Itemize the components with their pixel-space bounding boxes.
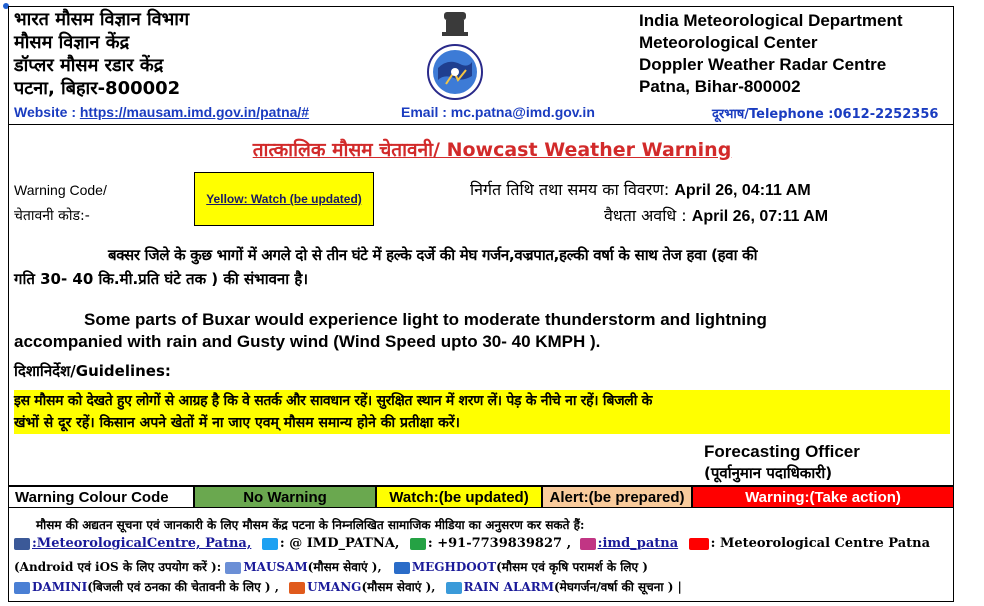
issued-value: April 26, 04:11 AM [674,182,811,199]
message-english-line-2: accompanied with rain and Gusty wind (Wind Speed upto 30- 40 KMPH ). [14,332,601,351]
twitter-icon [262,538,278,550]
social-row-3 [14,578,950,595]
legend-label: Warning Colour Code [8,486,194,508]
social-intro: मौसम की अद्यतन सूचना एवं जानकारी के लिए मौसम केंद्र पटना के निम्नलिखित सामाजिक मीडिया का अनुसरण कर सकते हैं: [36,518,585,532]
issued-label: निर्गत तिथि तथा समय का विवरण: [470,180,675,199]
meghdoot-app-name[interactable]: MEGHDOOT [411,560,497,574]
website-link[interactable]: https://mausam.imd.gov.in/patna/# [79,104,310,120]
telephone-value: 0612-2252356 [833,107,939,122]
validity-label: वैधता अवधि : [604,206,692,225]
website-row [14,104,309,120]
umang-app-icon [289,582,305,594]
rain-alarm-app-icon [446,582,462,594]
social-row-2 [14,558,950,575]
email-label: Email : [401,104,451,120]
header-hindi-line-2: मौसम विज्ञान केंद्र [14,32,130,53]
header-hindi-line-3: डॉप्लर मौसम रडार केंद्र [14,55,164,76]
header-hindi-line-1: भारत मौसम विज्ञान विभाग [14,9,190,30]
warning-code-badge [194,172,374,226]
header-english-line-3: Doppler Weather Radar Centre [639,55,887,74]
message-hindi-line-1: बक्सर जिले के कुछ भागों में अगले दो से तीन घंटे में हल्के दर्जे की मेघ गर्जन,वज्रपात,हल्की वर्षा के साथ तेज हवा (हवा की [108,246,758,264]
facebook-link[interactable]: :MeteorologicalCentre, Patna, [32,536,252,551]
header-english-line-4: Patna, Bihar-800002 [639,77,801,96]
mausam-app-name[interactable]: MAUSAM [243,560,308,574]
damini-app-name[interactable]: DAMINI [32,580,88,594]
whatsapp-icon [410,538,426,550]
meghdoot-app-desc: (मौसम एवं कृषि परामर्श के लिए ) [496,560,648,574]
email-row [401,104,595,120]
imd-emblem-logo [410,10,500,110]
warning-code-label-hi: चेतावनी कोड:- [14,208,90,224]
email-value[interactable]: mc.patna@imd.gov.in [450,104,595,120]
umang-app-desc: (मौसम सेवाएं ), [361,580,436,594]
warning-code-label-en: Warning Code/ [14,182,107,198]
legend-no-warning: No Warning [194,486,376,508]
guidelines-line-1: इस मौसम को देखते हुए लोगों से आग्रह है कि वे सतर्क और सावधान रहें। सुरक्षित स्थान में शरण लें। पेड़ के नीचे ना रहें। बिजली के [14,393,653,409]
officer-english: Forecasting Officer [704,442,860,461]
rain-alarm-app-name[interactable]: RAIN ALARM [463,580,554,594]
facebook-icon [14,538,30,550]
legend-alert: Alert:(be prepared) [542,486,692,508]
message-hindi-line-2: गति 30- 40 कि.मी.प्रति घंटे तक ) की संभावना है। [14,270,309,288]
header-english-line-2: Meteorological Center [639,33,818,52]
rain-alarm-app-desc: (मेघगर्जन/वर्षा की सूचना ) | [553,580,682,594]
officer-hindi: (पूर्वानुमान पदाधिकारी) [704,464,833,482]
header-english-line-1: India Meteorological Department [639,11,903,30]
instagram-link[interactable]: :imd_patna [597,536,679,551]
header-divider [8,124,954,125]
social-row-1 [14,536,950,551]
twitter-handle[interactable]: : @ IMD_PATNA, [279,536,400,551]
damini-app-desc: (बिजली एवं ठनका की चेतावनी के लिए ) , [87,580,279,594]
legend-warning: Warning:(Take action) [692,486,954,508]
bulletin-title: तात्कालिक मौसम चेतावनी/ Nowcast Weather Warning [252,139,732,161]
damini-app-icon [14,582,30,594]
mausam-app-desc: (मौसम सेवाएं ), [307,560,382,574]
header-hindi-line-4: पटना, बिहार-800002 [14,78,181,99]
website-label: Website : [14,104,80,120]
telephone-label: दूरभाष/Telephone : [712,107,834,122]
guidelines-label: दिशानिर्देश/Guidelines: [14,362,171,380]
warning-code-value: Yellow: Watch (be updated) [206,192,362,206]
legend-watch: Watch:(be updated) [376,486,542,508]
validity-row [604,204,828,226]
youtube-channel[interactable]: : Meteorological Centre Patna [710,536,930,551]
youtube-icon [689,538,709,550]
mausam-app-icon [225,562,241,574]
apps-note: (Android एवं iOS के लिए उपयोग करें ): [14,560,222,574]
instagram-icon [580,538,596,550]
telephone-row [712,104,938,122]
issued-row [470,178,811,200]
umang-app-name[interactable]: UMANG [307,580,362,594]
message-english-line-1: Some parts of Buxar would experience light to moderate thunderstorm and lightning [84,310,767,329]
whatsapp-number[interactable]: : +91-7739839827 , [427,536,572,551]
validity-value: April 26, 07:11 AM [691,208,829,225]
guidelines-line-2: खंभों से दूर रहें। किसान अपने खेतों में ना जाए एवम् मौसम समान्य होने की प्रतीक्षा करें। [14,415,460,431]
meghdoot-app-icon [394,562,410,574]
